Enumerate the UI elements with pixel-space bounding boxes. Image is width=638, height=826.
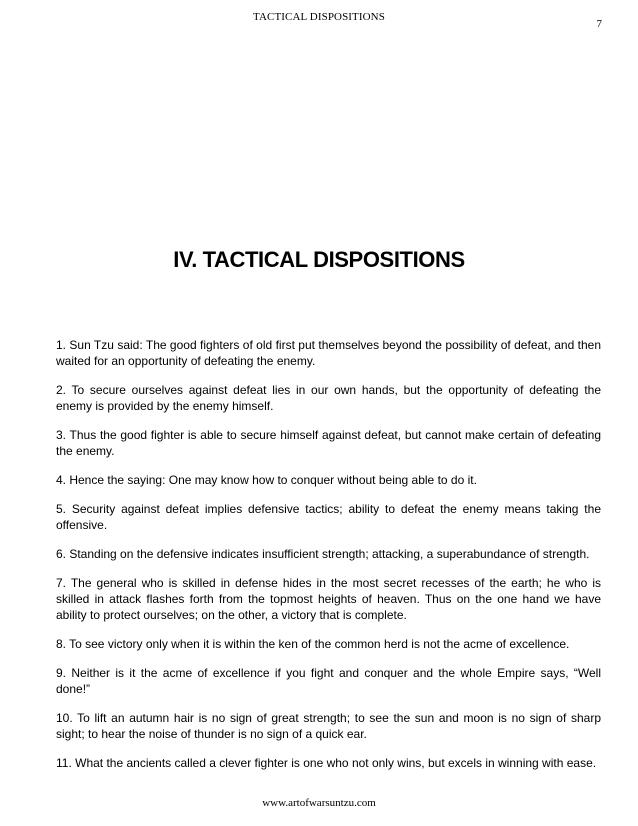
paragraph-4: 4. Hence the saying: One may know how to conquer without being able to do it. <box>56 473 477 487</box>
footer-website: www.artofwarsuntzu.com <box>262 797 376 809</box>
chapter-body <box>56 337 601 784</box>
paragraph-9: 9. Neither is it the acme of excellence if you fight and conquer and the whole Empire says, “Well done!” <box>56 666 601 696</box>
paragraph-11: 11. What the ancients called a clever fighter is one who not only wins, but excels in winning with ease. <box>56 756 597 770</box>
paragraph-8: 8. To see victory only when it is within the ken of the common herd is not the acme of excellence. <box>56 637 570 651</box>
paragraph-10: 10. To lift an autumn hair is no sign of great strength; to see the sun and moon is no sign of sharp sight; to hear the noise of thunder is no sign of a quick ear. <box>56 711 601 741</box>
paragraph-3: 3. Thus the good fighter is able to secure himself against defeat, but cannot make certain of defeating the enemy. <box>56 428 601 458</box>
paragraph-5: 5. Security against defeat implies defensive tactics; ability to defeat the enemy means taking the offensive. <box>56 502 601 532</box>
paragraph-2: 2. To secure ourselves against defeat lies in our own hands, but the opportunity of defeating the enemy is provided by the enemy himself. <box>56 383 601 413</box>
chapter-title: IV. TACTICAL DISPOSITIONS <box>173 247 465 272</box>
paragraph-1: 1. Sun Tzu said: The good fighters of old first put themselves beyond the possibility of defeat, and then waited for an opportunity of defeating the enemy. <box>56 338 601 368</box>
running-header-title: TACTICAL DISPOSITIONS <box>253 11 385 23</box>
paragraph-6: 6. Standing on the defensive indicates insufficient strength; attacking, a superabundance of strength. <box>56 547 590 561</box>
page-number: 7 <box>596 18 602 30</box>
paragraph-7: 7. The general who is skilled in defense hides in the most secret recesses of the earth; he who is skilled in attack flashes forth from the topmost heights of heaven. Thus on the one hand we have ability to protect ourselves; on the other, a victory that is complete. <box>56 576 601 622</box>
